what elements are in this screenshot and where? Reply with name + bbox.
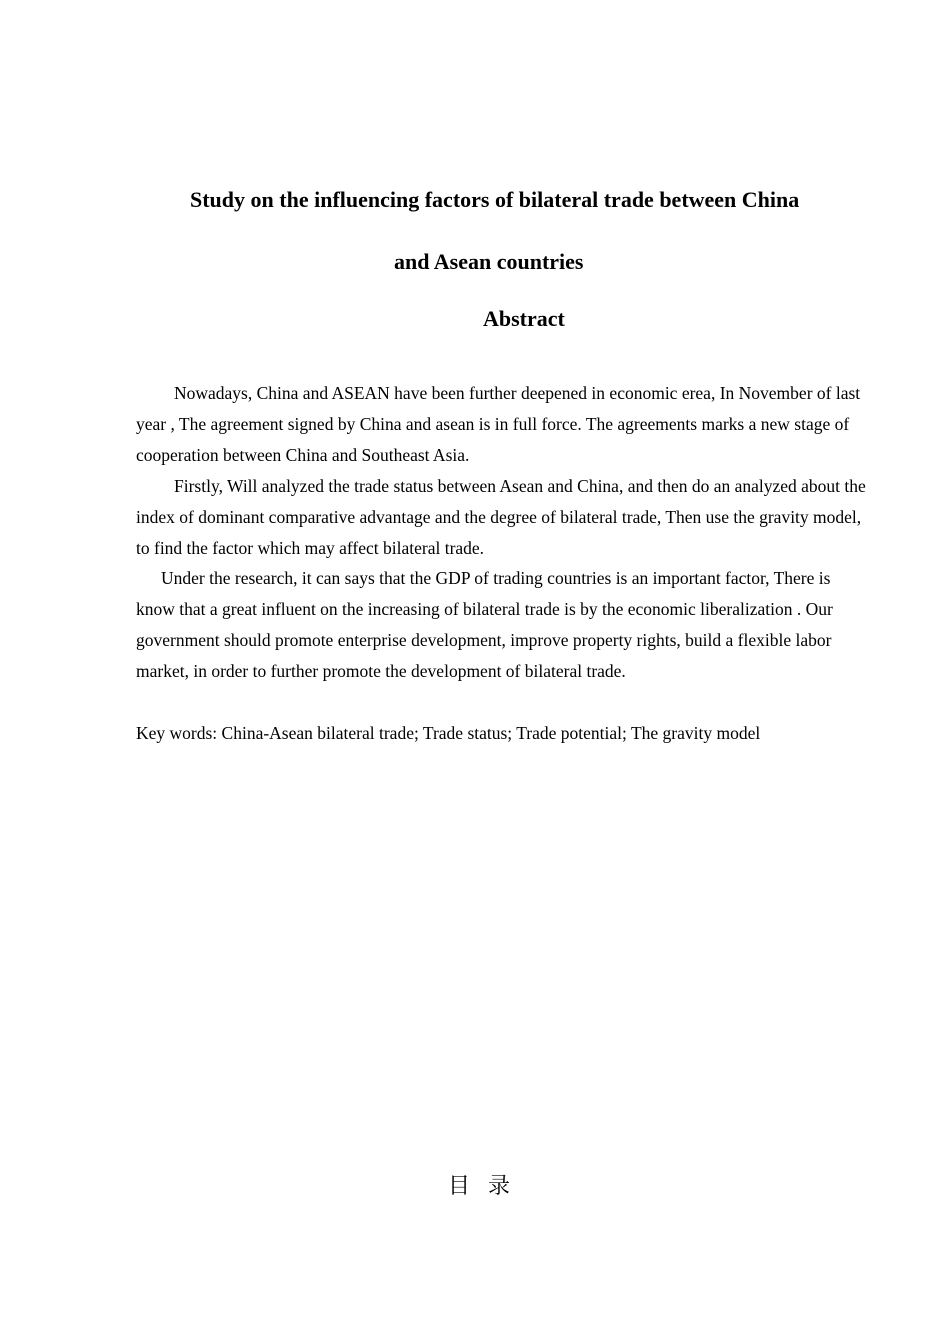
abstract-paragraph-1 bbox=[136, 378, 866, 471]
abstract-paragraph-2-text: Firstly, Will analyzed the trade status between Asean and China, and then do an analyzed about the index of dominant comparative advantage and the degree of bilateral trade, Then use the gravity model, to find the factor which may affect bilateral trade. bbox=[136, 476, 866, 558]
paper-title-line-2: and Asean countries bbox=[394, 249, 584, 274]
abstract-paragraph-1-text: Nowadays, China and ASEAN have been further deepened in economic erea, In November of last year , The agreement signed by China and asean is in full force. The agreements marks a new stage of cooperation between China and Southeast Asia. bbox=[136, 383, 861, 465]
paper-title-line-1: Study on the influencing factors of bilateral trade between China bbox=[190, 187, 800, 212]
abstract-heading: Abstract bbox=[483, 306, 565, 331]
keywords-line: Key words: China-Asean bilateral trade; Trade status; Trade potential; The gravity model bbox=[136, 723, 761, 743]
abstract-paragraph-3 bbox=[136, 563, 866, 687]
abstract-paragraph-3-text: Under the research, it can says that the GDP of trading countries is an important factor, There is know that a great influent on the increasing of bilateral trade is by the economic liberalization . Our government should promote enterprise development, improve property rights, build a flexible labor market, in order to further promote the development of bilateral trade. bbox=[136, 568, 833, 681]
table-of-contents-heading: 目录 bbox=[448, 1174, 529, 1199]
abstract-paragraph-2 bbox=[136, 471, 866, 564]
